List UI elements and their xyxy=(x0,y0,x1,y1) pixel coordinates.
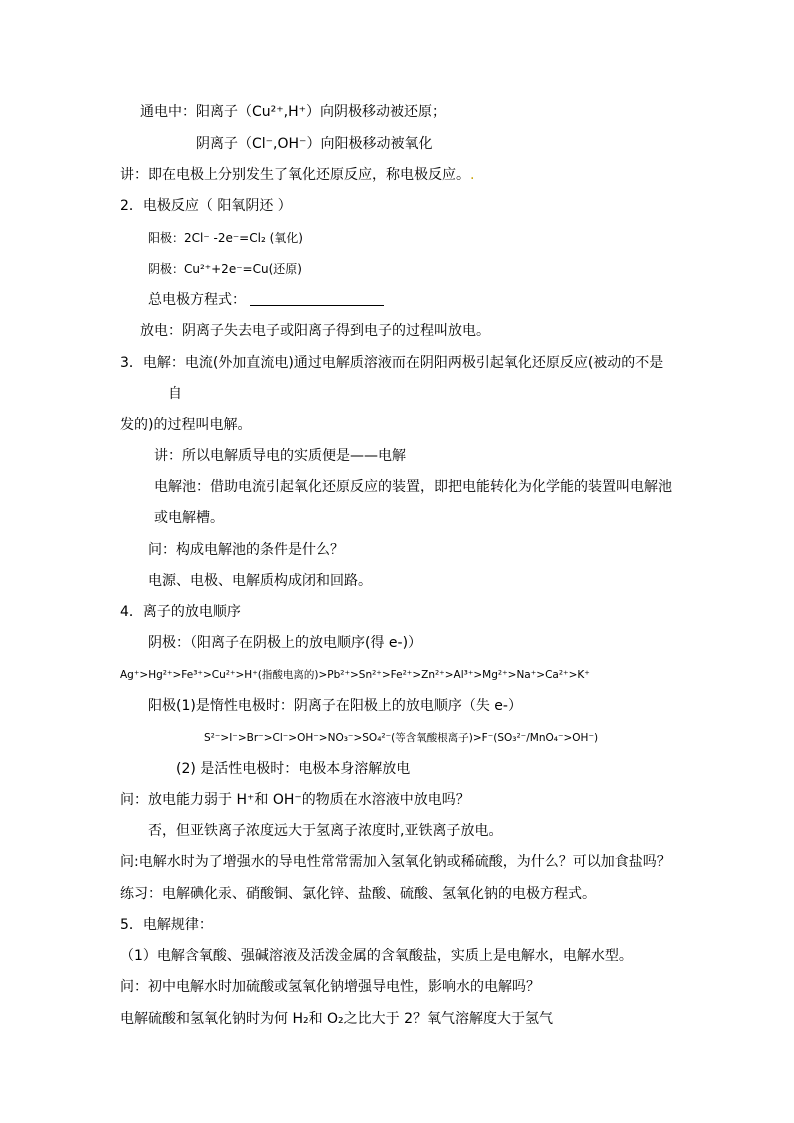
stray-mark: . xyxy=(470,167,475,183)
text-line: 练习：电解碘化汞、硝酸铜、氯化锌、盐酸、硫酸、氢氧化钠的电极方程式。 xyxy=(120,886,596,902)
section-heading: 5．电解规律： xyxy=(120,917,213,933)
text-line-content: 讲：即在电极上分别发生了氧化还原反应，称电极反应。 xyxy=(120,167,470,183)
section-heading: 3．电解：电流(外加直流电)通过电解质溶液而在阴阳两极引起氧化还原反应(被动的不是 xyxy=(120,355,664,371)
text-line: S²⁻>I⁻>Br⁻>Cl⁻>OH⁻>NO₃⁻>SO₄²⁻(等含氧酸根离子)>F⁻(SO₃²⁻/MnO₄⁻>OH⁻) xyxy=(204,732,599,744)
text-line: 电解硫酸和氢氧化钠时为何 H₂和 O₂之比大于 2？氧气溶解度大于氢气 xyxy=(120,1011,554,1027)
text-line: (2) 是活性电极时：电极本身溶解放电 xyxy=(176,761,411,777)
text-line: 问：初中电解水时加硫酸或氢氧化钠增强导电性，影响水的电解吗？ xyxy=(120,979,540,995)
text-line: 问：构成电解池的条件是什么？ xyxy=(148,542,344,558)
text-line xyxy=(120,166,474,184)
text-line: 电解池：借助电流引起氧化还原反应的装置，即把电能转化为化学能的装置叫电解池 xyxy=(154,479,672,495)
text-line: 问：放电能力弱于 H⁺和 OH⁻的物质在水溶液中放电吗？ xyxy=(120,792,470,808)
text-line: 或电解槽。 xyxy=(154,510,224,526)
text-line: 问:电解水时为了增强水的导电性常常需加入氢氧化钠或稀硫酸，为什么？可以加食盐吗？ xyxy=(120,854,671,870)
text-line: Ag⁺>Hg²⁺>Fe³⁺>Cu²⁺>H⁺(指酸电离的)>Pb²⁺>Sn²⁺>Fe²⁺>Zn²⁺>Al³⁺>Mg²⁺>Na⁺>Ca²⁺>K⁺ xyxy=(120,669,590,681)
text-line: 阴极：（阳离子在阴极上的放电顺序(得 e-)） xyxy=(148,635,423,651)
text-line: 电源、电极、电解质构成闭和回路。 xyxy=(148,573,372,589)
section-heading: 4．离子的放电顺序 xyxy=(120,604,241,620)
blank-underline xyxy=(250,291,384,306)
section-heading: 2．电极反应（ 阳氧阴还 ） xyxy=(120,198,292,214)
text-line: 阳极：2Cl⁻ -2e⁻=Cl₂ (氧化) xyxy=(148,231,303,245)
text-line: 阳极(1)是惰性电极时：阴离子在阳极上的放电顺序（失 e-） xyxy=(148,698,522,714)
text-line: 讲：所以电解质导电的实质便是——电解 xyxy=(154,448,406,464)
text-line: 阴极：Cu²⁺+2e⁻=Cu(还原) xyxy=(148,262,302,276)
text-line: 发的)的过程叫电解。 xyxy=(120,417,252,433)
text-line: 自 xyxy=(168,386,182,402)
text-line: 放电：阴离子失去电子或阳离子得到电子的过程叫放电。 xyxy=(140,323,490,339)
text-line xyxy=(148,291,384,309)
text-line: （1）电解含氧酸、强碱溶液及活泼金属的含氧酸盐，实质上是电解水，电解水型。 xyxy=(120,948,633,964)
text-line-content: 总电极方程式： xyxy=(148,292,246,308)
text-line: 否，但亚铁离子浓度远大于氢离子浓度时,亚铁离子放电。 xyxy=(148,823,503,839)
text-line: 阴离子（Cl⁻,OH⁻）向阳极移动被氧化 xyxy=(196,136,433,152)
text-line: 通电中：阳离子（Cu²⁺,H⁺）向阴极移动被还原； xyxy=(140,104,447,120)
